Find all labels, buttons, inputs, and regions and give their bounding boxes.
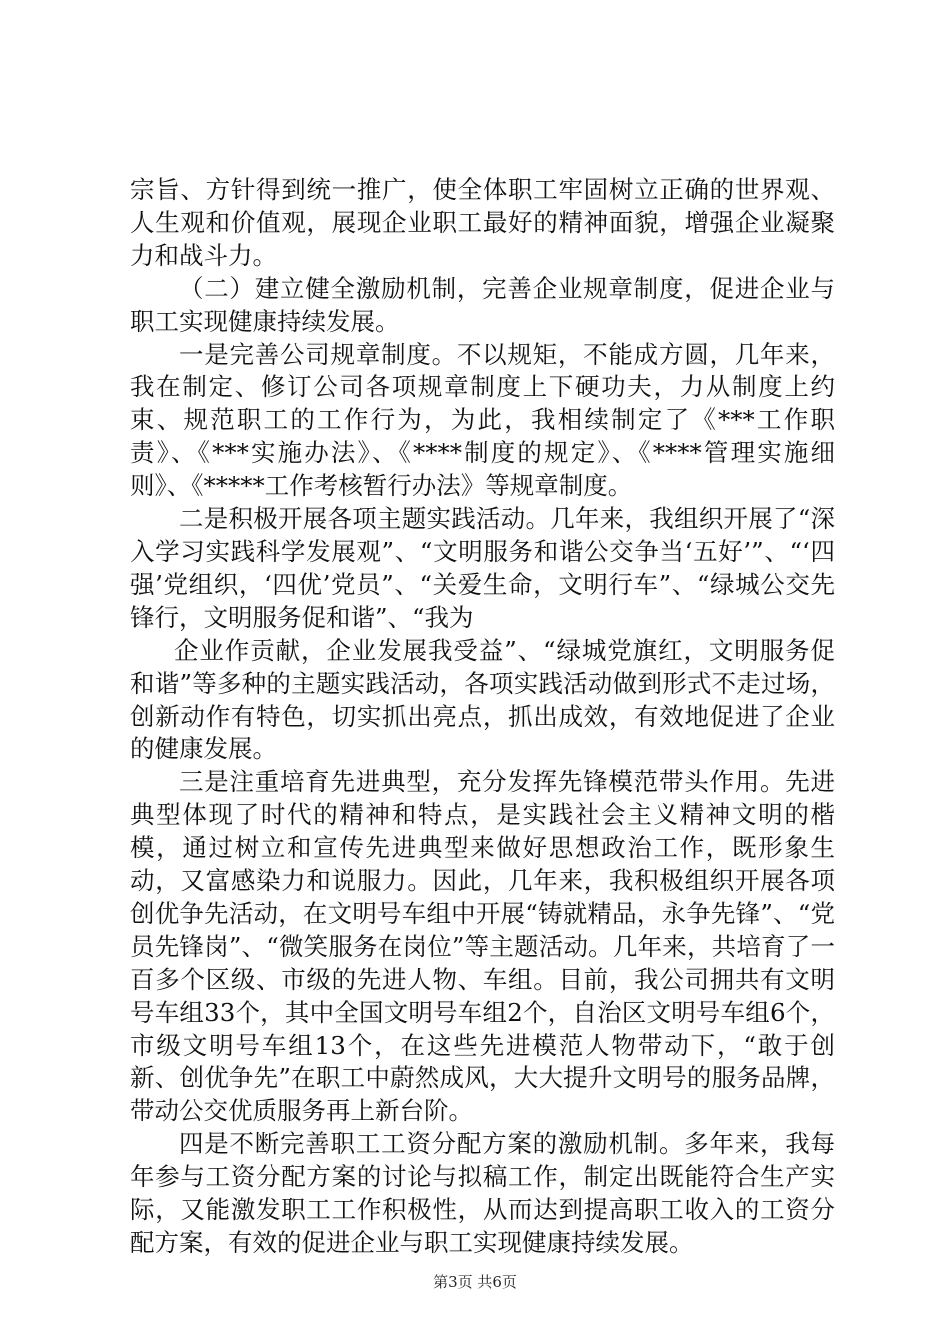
paragraph-rules: 一是完善公司规章制度。不以规矩，不能成方圆，几年来，我在制定、修订公司各项规章制度上下硬功夫，力从制度上约束、规范职工的工作行为，为此，我相续制定了《***工作职责》、《***实施办法》、《****制度的规定》、《****管理实施细则》、《*****工作考核暂行办法》等规章制度。: [130, 339, 835, 501]
paragraph-models: 三是注重培育先进典型，充分发挥先锋模范带头作用。先进典型体现了时代的精神和特点，是实践社会主义精神文明的楷模，通过树立和宣传先进典型来做好思想政治工作，既形象生动，又富感染力和说服力。因此，几年来，我积极组织开展各项创优争先活动，在文明号车组中开展“铸就精品，永争先锋”、“党员先锋岗”、“微笑服务在岗位”等主题活动。几年来，共培育了一百多个区级、市级的先进人物、车组。目前，我公司拥共有文明号车组33个，其中全国文明号车组2个，自治区文明号车组6个，市级文明号车组13个，在这些先进模范人物带动下，“敢于创新、创优争先”在职工中蔚然成风，大大提升文明号的服务品牌，带动公交优质服务再上新台阶。: [130, 767, 835, 1126]
paragraph-wages: 四是不断完善职工工资分配方案的激励机制。多年来，我每年参与工资分配方案的讨论与拟稿工作，制定出既能符合生产实际，又能激发职工工作积极性，从而达到提高职工收入的工资分配方案，有效的促进企业与职工实现健康持续发展。: [130, 1129, 835, 1257]
paragraph-activities-cont: 企业作贡献，企业发展我受益”、“绿城党旗红，文明服务促和谐”等多种的主题实践活动，各项实践活动做到形式不走过场，创新动作有特色，切实抓出亮点，抓出成效，有效地促进了企业的健康发展。: [130, 635, 835, 764]
section-heading-2: （二）建立健全激励机制，完善企业规章制度，促进企业与职工实现健康持续发展。: [130, 273, 835, 336]
page-footer: 第3页 共6页: [433, 1273, 517, 1291]
paragraph-activities: 二是积极开展各项主题实践活动。几年来，我组织开展了“深入学习实践科学发展观”、“文明服务和谐公交争当‘五好’”、“‘四强’党组织，‘四优’党员”、“关爱生命，文明行车”、“绿城公交先锋行，文明服务促和谐”、“我为: [130, 504, 835, 632]
paragraph-continuation: 宗旨、方针得到统一推广，使全体职工牢固树立正确的世界观、人生观和价值观，展现企业职工最好的精神面貌，增强企业凝聚力和战斗力。: [130, 175, 835, 270]
document-body: [130, 174, 835, 1260]
